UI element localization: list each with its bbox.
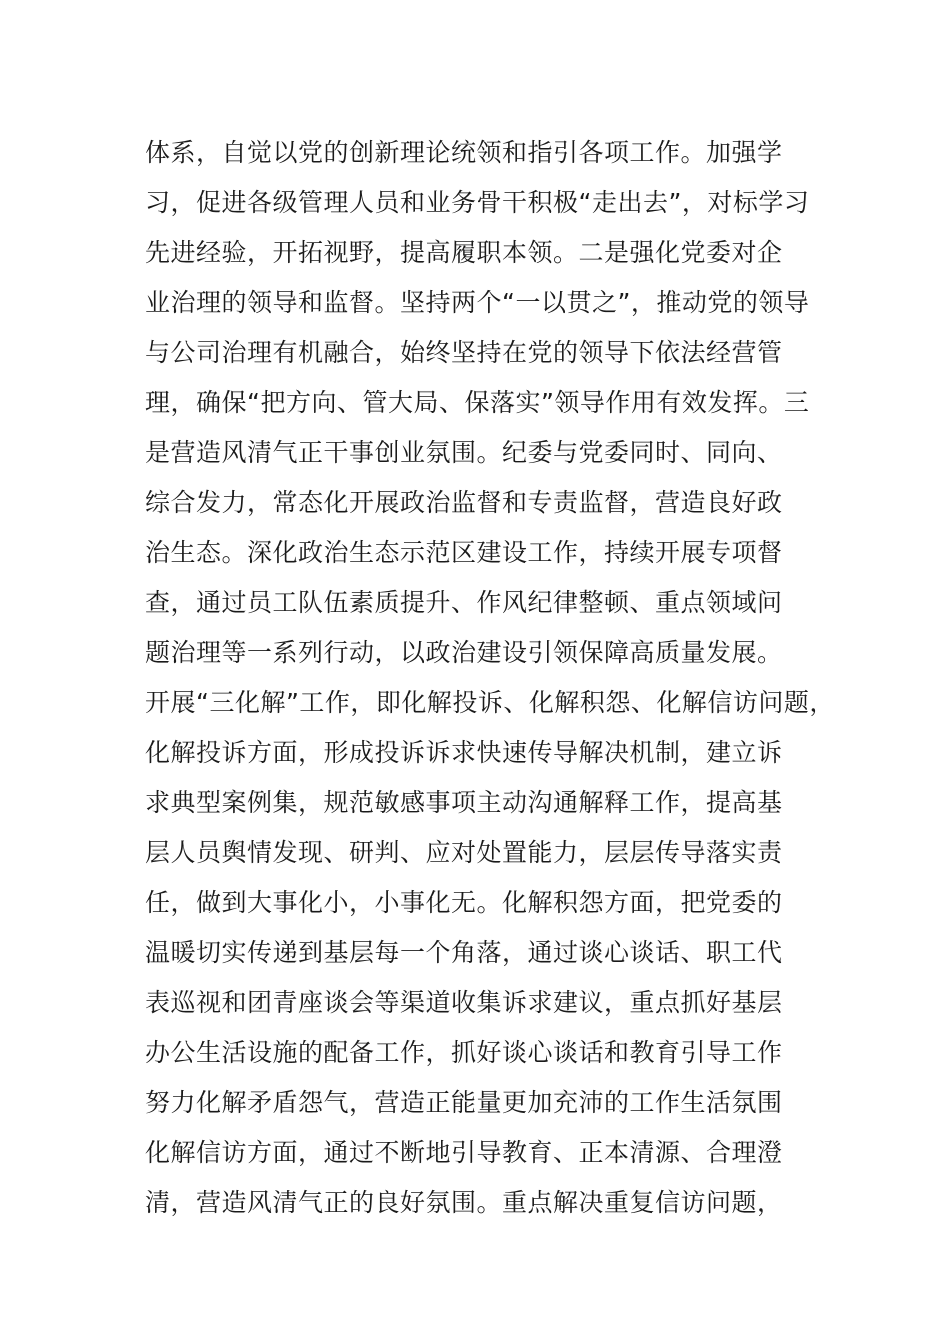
text-line: 综合发力，常态化开展政治监督和专责监督，营造良好政 [145,488,783,517]
body-text [145,131,835,1231]
text-line: 任，做到大事化小，小事化无。化解积怨方面，把党委的 [145,888,783,917]
text-line: 开展“三化解”工作，即化解投诉、化解积怨、化解信访问题， [145,688,835,717]
text-line: 与公司治理有机融合，始终坚持在党的领导下依法经营管 [145,338,783,367]
text-line: 努力化解矛盾怨气，营造正能量更加充沛的工作生活氛围 [145,1088,783,1117]
text-line: 化解信访方面，通过不断地引导教育、正本清源、合理澄 [145,1138,783,1167]
text-line: 题治理等一系列行动，以政治建设引领保障高质量发展。 [145,638,783,667]
text-line: 治生态。深化政治生态示范区建设工作，持续开展专项督 [145,538,783,567]
text-line: 体系，自觉以党的创新理论统领和指引各项工作。加强学 [145,138,783,167]
text-line: 理，确保“把方向、管大局、保落实”领导作用有效发挥。三 [145,388,810,417]
text-line: 温暖切实传递到基层每一个角落，通过谈心谈话、职工代 [145,938,783,967]
text-line: 查，通过员工队伍素质提升、作风纪律整顿、重点领域问 [145,588,783,617]
text-line: 层人员舆情发现、研判、应对处置能力，层层传导落实责 [145,838,783,867]
text-line: 求典型案例集，规范敏感事项主动沟通解释工作，提高基 [145,788,783,817]
text-line: 清，营造风清气正的良好氛围。重点解决重复信访问题， [145,1188,783,1217]
text-line: 化解投诉方面，形成投诉诉求快速传导解决机制，建立诉 [145,738,783,767]
text-line: 是营造风清气正干事创业氛围。纪委与党委同时、同向、 [145,438,783,467]
text-line: 办公生活设施的配备工作，抓好谈心谈话和教育引导工作 [145,1038,783,1067]
text-line: 表巡视和团青座谈会等渠道收集诉求建议，重点抓好基层 [145,988,783,1017]
text-line: 习，促进各级管理人员和业务骨干积极“走出去”，对标学习 [145,188,810,217]
text-line: 先进经验，开拓视野，提高履职本领。二是强化党委对企 [145,238,783,267]
text-line: 业治理的领导和监督。坚持两个“一以贯之”，推动党的领导 [145,288,810,317]
